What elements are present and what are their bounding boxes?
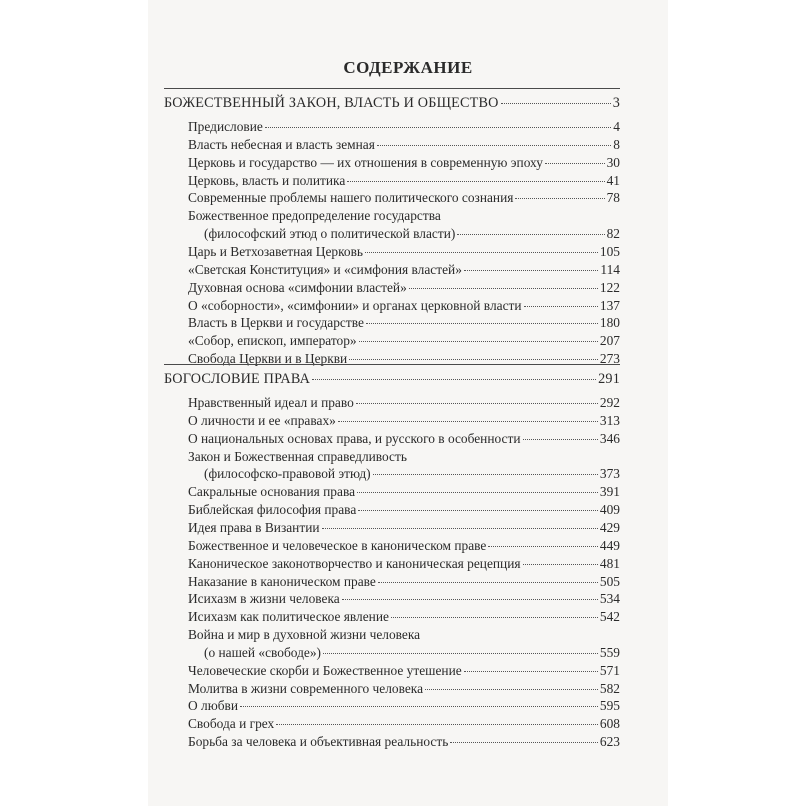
toc-title: СОДЕРЖАНИЕ (343, 58, 473, 77)
toc-entry-page-number: 534 (599, 591, 620, 607)
toc-entry[interactable] (188, 484, 620, 500)
toc-entry-page-number: 78 (606, 190, 620, 206)
toc-entry-label: Божественное и человеческое в каноническом праве (188, 537, 487, 553)
toc-entry-label: Свобода Церкви и в Церкви (188, 351, 348, 367)
toc-entry[interactable] (188, 431, 620, 447)
toc-entry[interactable] (188, 315, 620, 331)
toc-entry[interactable] (188, 663, 620, 679)
toc-entry[interactable] (188, 395, 620, 411)
toc-entry-page-number: 608 (599, 716, 620, 732)
toc-entry-label: Церковь, власть и политика (188, 172, 346, 188)
toc-entry-title-line[interactable]: Божественное предопределение государства (188, 208, 441, 224)
dot-leader (357, 492, 598, 493)
toc-entry-page-number: 41 (606, 172, 620, 188)
dot-leader (265, 127, 611, 128)
toc-entry-label: Борьба за человека и объективная реальность (188, 734, 449, 750)
dot-leader (373, 474, 598, 475)
toc-entry-page-number: 595 (599, 698, 620, 714)
toc-entry-page-number: 4 (613, 119, 620, 134)
toc-entry-label: Церковь и государство — их отношения в современную эпоху (188, 154, 543, 170)
toc-entry[interactable] (188, 716, 620, 732)
toc-entry-label: Свобода и грех (188, 716, 275, 732)
toc-entry-page-number: 429 (599, 519, 620, 535)
toc-entry-page-number: 207 (599, 333, 620, 349)
toc-entry[interactable] (188, 119, 620, 135)
dot-leader (457, 234, 604, 235)
toc-entry-label: Идея права в Византии (188, 519, 320, 535)
dot-leader (464, 671, 598, 672)
toc-entry-label: Каноническое законотворчество и каноническая рецепция (188, 555, 521, 571)
toc-entry-title-line[interactable]: Война и мир в духовной жизни человека (188, 627, 421, 643)
toc-entry[interactable] (188, 591, 620, 607)
toc-entry-label: (философско-правовой этюд) (204, 466, 371, 482)
dot-leader (488, 546, 598, 547)
toc-entry-page-number: 313 (599, 412, 620, 428)
book-page (148, 0, 668, 806)
toc-entry-page-number: 623 (599, 734, 620, 750)
toc-entry-page-number: 346 (599, 430, 620, 446)
dot-leader (545, 163, 605, 164)
toc-entry[interactable] (188, 734, 620, 750)
toc-entry-label: Библейская философия права (188, 502, 357, 518)
dot-leader (524, 306, 598, 307)
toc-entry-label: Власть в Церкви и государстве (188, 315, 364, 331)
toc-entry[interactable] (188, 137, 620, 153)
toc-entry[interactable] (188, 574, 620, 590)
toc-entry[interactable] (204, 466, 620, 482)
toc-entry-label: Исихазм в жизни человека (188, 591, 340, 607)
toc-entry[interactable] (188, 520, 620, 536)
toc-section-heading-page-number: 291 (598, 371, 620, 387)
toc-entry-label: О личности и ее «правах» (188, 412, 336, 428)
toc-entry[interactable] (188, 413, 620, 429)
toc-entry-label: Духовная основа «симфонии властей» (188, 279, 407, 295)
toc-entry-label: Царь и Ветхозаветная Церковь (188, 243, 364, 259)
toc-entry-label: Нравственный идеал и право (188, 395, 354, 410)
toc-entry[interactable] (188, 502, 620, 518)
toc-entry-label: Современные проблемы нашего политического сознания (188, 190, 514, 206)
toc-entry-page-number: 180 (599, 315, 620, 331)
toc-entry-label: Молитва в жизни современного человека (188, 680, 424, 696)
toc-entry-label: О национальных основах права, и русского в особенности (188, 430, 521, 446)
toc-entry-page-number: 292 (599, 395, 620, 410)
toc-entry-label: (философский этюд о политической власти) (204, 226, 456, 242)
toc-entry-page-number: 273 (599, 351, 620, 367)
dot-leader (312, 379, 596, 380)
dot-leader (377, 145, 611, 146)
toc-entry[interactable] (204, 226, 620, 242)
toc-entry-page-number: 559 (599, 644, 620, 660)
toc-entry-page-number: 571 (599, 662, 620, 678)
toc-entry-page-number: 137 (599, 297, 620, 313)
toc-entry-page-number: 391 (599, 484, 620, 500)
toc-entry[interactable] (188, 244, 620, 260)
toc-entry[interactable] (188, 333, 620, 349)
toc-entry-label: (о нашей «свободе») (204, 644, 321, 660)
toc-entry-page-number: 373 (599, 466, 620, 482)
section-divider (164, 364, 620, 365)
toc-entry[interactable] (188, 609, 620, 625)
dot-leader (349, 359, 598, 360)
toc-entry-label: Исихазм как политическое явление (188, 609, 389, 625)
dot-leader (347, 181, 604, 182)
dot-leader (391, 617, 598, 618)
toc-entry-label: О «соборности», «симфонии» и органах церковной власти (188, 297, 522, 313)
toc-entry-page-number: 30 (606, 154, 620, 170)
dot-leader (523, 564, 598, 565)
dot-leader (366, 323, 598, 324)
toc-entry-label: Власть небесная и власть земная (188, 136, 375, 152)
dot-leader (515, 198, 604, 199)
dot-leader (450, 742, 598, 743)
toc-section-heading-page-number: 3 (612, 95, 620, 111)
dot-leader (358, 510, 598, 511)
toc-entry-title-line[interactable]: Закон и Божественная справедливость (188, 448, 407, 464)
toc-entry-page-number: 105 (599, 243, 620, 259)
dot-leader (342, 599, 598, 600)
toc-entry-label: Человеческие скорби и Божественное утешение (188, 662, 462, 678)
toc-entry-page-number: 122 (599, 279, 620, 295)
toc-section-heading[interactable] (164, 371, 620, 387)
toc-entry[interactable] (188, 155, 620, 171)
toc-entry-label: Предисловие (188, 119, 263, 134)
toc-entry-page-number: 449 (599, 537, 620, 553)
toc-entry[interactable] (188, 280, 620, 296)
dot-leader (276, 724, 598, 725)
toc-entry-label: Наказание в каноническом праве (188, 573, 376, 589)
toc-entry[interactable] (188, 556, 620, 572)
toc-entry-label: «Светская Конституция» и «симфония властей» (188, 261, 462, 277)
toc-entry[interactable] (188, 173, 620, 189)
dot-leader (359, 341, 598, 342)
toc-entry[interactable] (188, 298, 620, 314)
toc-entry-page-number: 82 (606, 226, 620, 242)
dot-leader (365, 252, 598, 253)
toc-entry-page-number: 8 (613, 136, 620, 152)
toc-entry-page-number: 542 (599, 609, 620, 625)
dot-leader (501, 103, 611, 104)
toc-entry[interactable] (188, 262, 620, 278)
toc-entry-label: О любви (188, 698, 239, 714)
toc-entry[interactable] (188, 190, 620, 206)
toc-entry-page-number: 409 (599, 502, 620, 518)
dot-leader (322, 528, 598, 529)
toc-entry[interactable] (188, 698, 620, 714)
toc-section-heading[interactable] (164, 95, 620, 111)
toc-entry-label: «Собор, епископ, император» (188, 333, 357, 349)
toc-entry-page-number: 582 (599, 680, 620, 696)
toc-entry-page-number: 114 (600, 261, 620, 277)
dot-leader (240, 706, 598, 707)
dot-leader (409, 288, 598, 289)
dot-leader (464, 270, 599, 271)
toc-entry-label: Сакральные основания права (188, 484, 356, 500)
dot-leader (356, 403, 598, 404)
dot-leader (425, 689, 598, 690)
toc-entry-page-number: 505 (599, 573, 620, 589)
toc-section-heading-label: БОГОСЛОВИЕ ПРАВА (164, 371, 311, 387)
dot-leader (378, 582, 598, 583)
toc-entry[interactable] (188, 538, 620, 554)
toc-entry-page-number: 481 (599, 555, 620, 571)
dot-leader (323, 653, 598, 654)
toc-entry[interactable] (188, 681, 620, 697)
section-divider (164, 88, 620, 89)
dot-leader (523, 439, 598, 440)
dot-leader (338, 421, 598, 422)
toc-entry[interactable] (204, 645, 620, 661)
toc-section-heading-label: БОЖЕСТВЕННЫЙ ЗАКОН, ВЛАСТЬ И ОБЩЕСТВО (164, 95, 499, 111)
